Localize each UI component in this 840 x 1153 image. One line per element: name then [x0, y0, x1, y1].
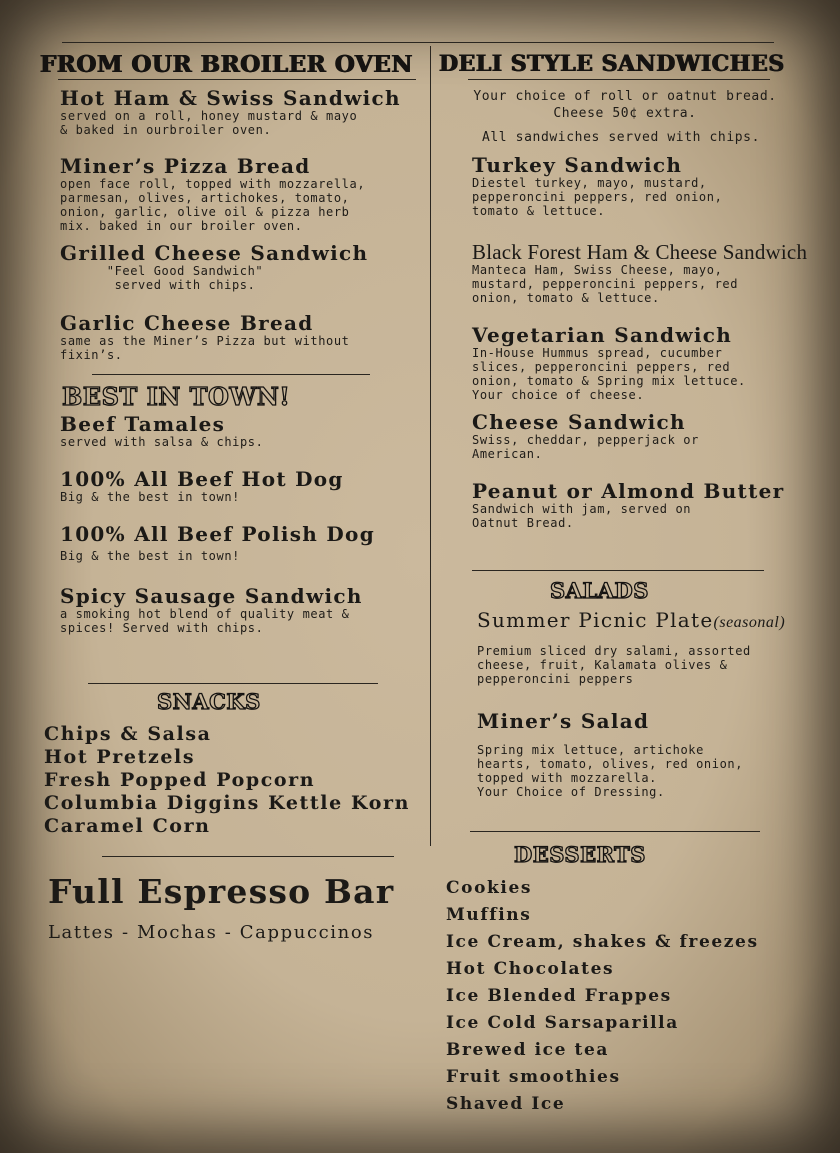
item-description: Premium sliced dry salami, assorted cheese, fruit, Kalamata olives & pepperoncini peppers [477, 644, 751, 686]
item-title: Miner’s Salad [477, 709, 650, 733]
desserts-top-rule [470, 831, 760, 832]
item-title: Cheese Sandwich [472, 410, 686, 434]
deli-intro-line-2: Cheese 50¢ extra. [553, 106, 697, 121]
salads-top-rule [472, 570, 764, 571]
list-item: Ice Cold Sarsaparilla [446, 1013, 679, 1033]
menu-item-summer-picnic-plate [477, 610, 840, 686]
list-item: Ice Blended Frappes [446, 986, 672, 1006]
item-title: 100% All Beef Hot Dog [60, 467, 344, 491]
item-description: Diestel turkey, mayo, mustard, pepperoncini peppers, red onion, tomato & lettuce. [472, 176, 723, 218]
menu-item-nut-butter [472, 481, 837, 530]
desserts-list [446, 875, 759, 1118]
item-title: Turkey Sandwich [472, 153, 683, 177]
list-item: Fruit smoothies [446, 1067, 621, 1087]
menu-item-pizza-bread [60, 156, 425, 233]
seasonal-note: (seasonal) [713, 614, 786, 631]
espresso-bar-title: Full Espresso Bar [48, 872, 395, 911]
list-item: Shaved Ice [446, 1094, 566, 1114]
list-item: Ice Cream, shakes & freezes [446, 932, 759, 952]
best-top-rule [92, 374, 370, 375]
deli-intro-line-1: Your choice of roll or oatnut bread. [473, 89, 777, 104]
broiler-heading-underline [58, 79, 416, 80]
snacks-top-rule [88, 683, 378, 684]
list-item: Chips & Salsa [44, 723, 212, 745]
menu-item-hot-ham [60, 88, 425, 137]
item-description: Big & the best in town! [60, 490, 240, 504]
list-item: Muffins [446, 905, 532, 925]
item-description: Big & the best in town! [60, 549, 240, 563]
list-item: Brewed ice tea [446, 1040, 610, 1060]
item-title: Hot Ham & Swiss Sandwich [60, 86, 401, 110]
item-description: Spring mix lettuce, artichoke hearts, tomato, olives, red onion, topped with mozzarella. Your Choice of Dressing. [477, 743, 744, 799]
item-title: Black Forest Ham & Cheese Sandwich [472, 240, 808, 264]
item-title: Grilled Cheese Sandwich [60, 241, 369, 265]
deli-intro-line-3: All sandwiches served with chips. [481, 130, 761, 145]
list-item: Hot Pretzels [44, 746, 196, 768]
item-description: "Feel Good Sandwich" served with chips. [106, 264, 264, 292]
menu-item-turkey-sandwich [472, 155, 837, 218]
column-divider [430, 46, 431, 846]
list-item: Hot Chocolates [446, 959, 615, 979]
menu-item-cheese-sandwich [472, 412, 837, 461]
espresso-top-rule [102, 856, 394, 857]
item-title: Miner’s Pizza Bread [60, 154, 311, 178]
item-title: Garlic Cheese Bread [60, 311, 314, 335]
menu-item-beef-tamales [60, 414, 425, 449]
deli-heading-underline [468, 79, 770, 80]
salads-heading: SALADS [550, 578, 649, 603]
item-title [477, 610, 840, 633]
item-description: served on a roll, honey mustard & mayo & baked in ourbroiler oven. [60, 109, 358, 137]
item-title: Spicy Sausage Sandwich [60, 584, 363, 608]
item-description: same as the Miner’s Pizza but without fixin’s. [60, 334, 350, 362]
deli-heading: DELI STYLE SANDWICHES [439, 51, 785, 77]
list-item: Columbia Diggins Kettle Korn [44, 792, 411, 814]
item-title: Peanut or Almond Butter [472, 479, 785, 503]
menu-item-hot-dog [60, 469, 425, 504]
item-description: Sandwich with jam, served on Oatnut Bread. [472, 502, 692, 530]
espresso-bar-subtitle: Lattes - Mochas - Cappuccinos [48, 922, 375, 943]
list-item: Fresh Popped Popcorn [44, 769, 316, 791]
desserts-heading: DESSERTS [514, 842, 646, 867]
top-rule [62, 42, 774, 43]
list-item: Cookies [446, 878, 533, 898]
snacks-heading: SNACKS [157, 689, 261, 714]
best-in-town-heading: BEST IN TOWN! [62, 382, 291, 411]
item-title: Vegetarian Sandwich [472, 323, 733, 347]
item-title: Beef Tamales [60, 412, 226, 436]
item-description: Swiss, cheddar, pepperjack or American. [472, 433, 699, 461]
menu-item-black-forest-ham [472, 242, 837, 305]
snacks-list [44, 723, 410, 838]
item-description: a smoking hot blend of quality meat & spices! Served with chips. [60, 607, 350, 635]
item-description: open face roll, topped with mozzarella, parmesan, olives, artichokes, tomato, onion, garlic, olive oil & pizza herb mix. baked in our broiler oven. [60, 177, 366, 233]
menu-item-miners-salad [477, 711, 840, 799]
item-description: Manteca Ham, Swiss Cheese, mayo, mustard, pepperoncini peppers, red onion, tomato & lettuce. [472, 263, 739, 305]
item-description: In-House Hummus spread, cucumber slices, pepperoncini peppers, red onion, tomato & Spring mix lettuce. Your choice of cheese. [472, 346, 746, 402]
item-title: 100% All Beef Polish Dog [60, 522, 375, 546]
menu-item-spicy-sausage [60, 586, 425, 635]
menu-item-grilled-cheese [60, 243, 425, 292]
list-item: Caramel Corn [44, 815, 211, 837]
menu-item-vegetarian-sandwich [472, 325, 837, 402]
broiler-heading: FROM OUR BROILER OVEN [40, 51, 413, 78]
item-description: served with salsa & chips. [60, 435, 264, 449]
menu-item-garlic-cheese-bread [60, 313, 425, 362]
menu-item-polish-dog [60, 524, 425, 563]
item-title-text: Summer Picnic Plate [477, 608, 714, 632]
